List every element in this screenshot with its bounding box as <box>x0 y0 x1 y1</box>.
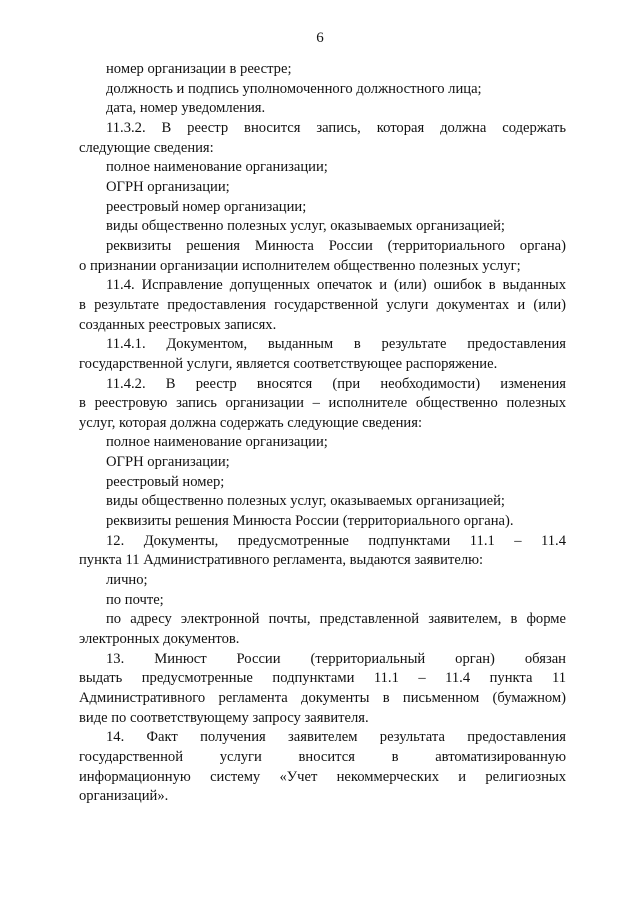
text-line: реестровый номер организации; <box>106 198 307 215</box>
text-line: следующие сведения: <box>79 139 214 156</box>
text-line: должность и подпись уполномоченного должностного лица; <box>106 80 482 97</box>
text-line: государственной услуги, является соответствующее распоряжение. <box>79 355 498 372</box>
text-line: в реестровую запись организации – исполнителе общественно полезных <box>79 395 566 412</box>
text-line: виды общественно полезных услуг, оказываемых организацией; <box>106 218 505 235</box>
text-line: в результате предоставления государственной услуги документах и (или) <box>79 296 566 313</box>
text-line: 12. Документы, предусмотренные подпунктами 11.1 – 11.4 <box>106 532 566 549</box>
text-line: выдать предусмотренные подпунктами 11.1 – 11.4 пункта 11 <box>79 670 566 687</box>
text-line: реестровый номер; <box>106 473 225 490</box>
text-line: реквизиты решения Минюста России (территориального органа). <box>106 513 514 530</box>
text-line: лично; <box>106 572 148 589</box>
text-line: пункта 11 Административного регламента, выдаются заявителю: <box>79 552 484 569</box>
document-body <box>79 60 566 807</box>
text-line: информационную систему «Учет некоммерческих и религиозных <box>79 768 566 785</box>
text-line: 11.4. Исправление допущенных опечаток и (или) ошибок в выданных <box>106 277 566 294</box>
text-line: электронных документов. <box>79 631 240 648</box>
text-line: ОГРН организации; <box>106 178 230 195</box>
text-line: полное наименование организации; <box>106 434 328 451</box>
text-line: Административного регламента документы в письменном (бумажном) <box>79 690 566 706</box>
text-line: государственной услуги вносится в автоматизированную <box>79 748 566 765</box>
text-line: реквизиты решения Минюста России (территориального органа) <box>106 237 566 254</box>
text-line: дата, номер уведомления. <box>106 100 266 117</box>
text-line: ОГРН организации; <box>106 454 230 471</box>
text-line: виде по соответствующему запросу заявителя. <box>79 709 369 726</box>
text-line: услуг, которая должна содержать следующие сведения: <box>79 414 423 431</box>
text-line: виды общественно полезных услуг, оказываемых организацией; <box>106 493 505 510</box>
text-line: номер организации в реестре; <box>106 61 292 77</box>
text-line: организаций». <box>79 788 169 805</box>
text-line: 11.3.2. В реестр вносится запись, которая должна содержать <box>106 119 566 136</box>
page-number: 6 <box>316 30 324 46</box>
text-line: о признании организации исполнителем общественно полезных услуг; <box>79 257 521 274</box>
text-line: созданных реестровых записях. <box>79 316 277 333</box>
text-line: 11.4.1. Документом, выданным в результате предоставления <box>106 336 566 353</box>
text-line: по адресу электронной почты, представленной заявителем, в форме <box>106 611 566 628</box>
text-line: 11.4.2. В реестр вносятся (при необходимости) изменения <box>106 375 566 392</box>
text-line: 13. Минюст России (территориальный орган) обязан <box>106 650 566 667</box>
text-line: полное наименование организации; <box>106 159 328 176</box>
text-line: 14. Факт получения заявителем результата предоставления <box>106 729 566 746</box>
text-line: по почте; <box>106 591 164 608</box>
